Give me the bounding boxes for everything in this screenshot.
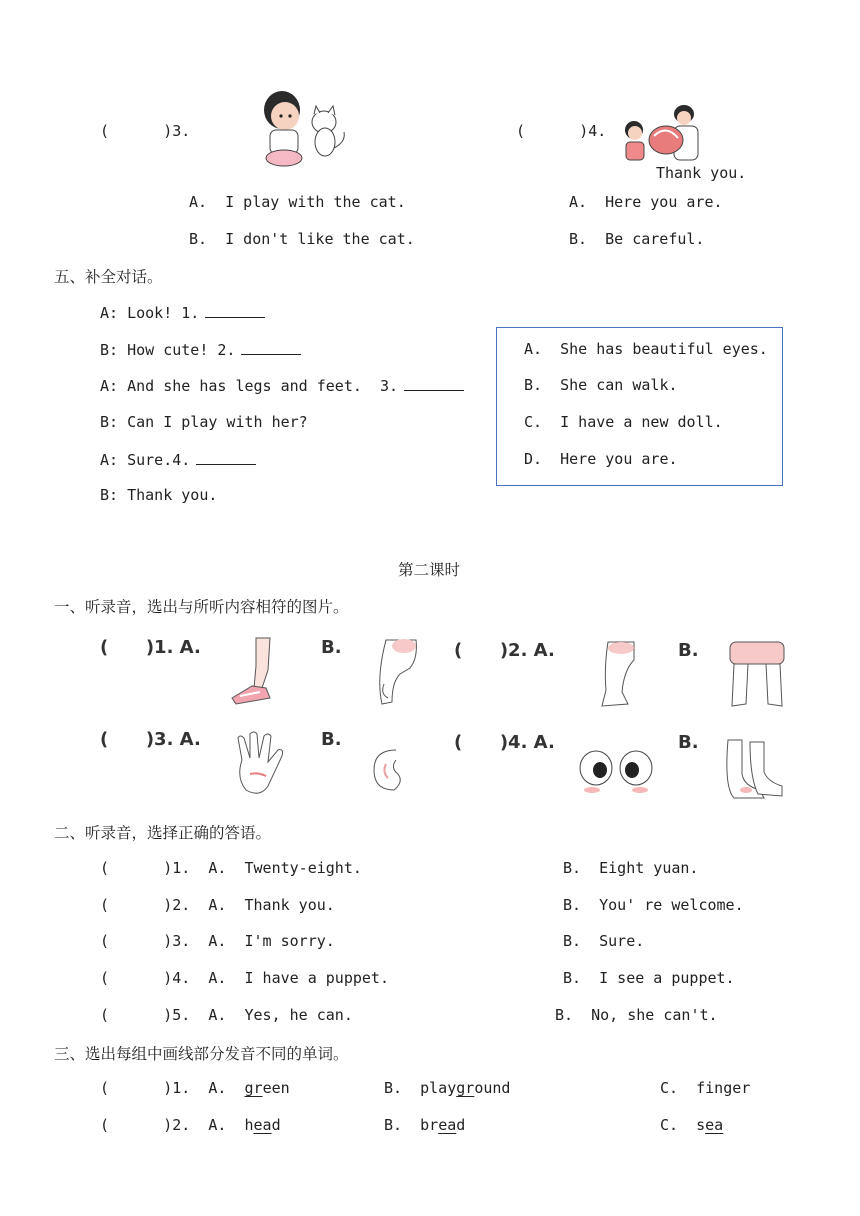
dialogue-line-2: B: How cute! 2. bbox=[100, 340, 301, 359]
s1-q1-label: ( )1. A. bbox=[100, 637, 201, 658]
option-a: A. She has beautiful eyes. bbox=[524, 340, 768, 358]
dialogue-line-1: A: Look! 1. bbox=[100, 303, 265, 322]
children-with-ball-image bbox=[616, 104, 712, 162]
s1-q3-label: ( )3. A. bbox=[100, 729, 201, 750]
leg-image bbox=[594, 640, 642, 714]
s2-q5-b: B. No, she can't. bbox=[555, 1006, 718, 1024]
answer-blank-4[interactable] bbox=[196, 450, 256, 465]
s1-q2-b-label: B. bbox=[678, 640, 699, 661]
dialogue-line-5: A: Sure.4. bbox=[100, 450, 256, 469]
lesson-title: 第二课时 bbox=[398, 561, 461, 579]
q4-caption: Thank you. bbox=[656, 164, 747, 182]
s3-q2: ( )2. A. head bbox=[100, 1116, 281, 1134]
option-b: B. She can walk. bbox=[524, 376, 678, 394]
s2-q2-b: B. You' re welcome. bbox=[563, 896, 744, 914]
answer-blank-2[interactable] bbox=[241, 340, 301, 355]
s2-q2: ( )2. A. Thank you. bbox=[100, 896, 335, 914]
s3-q1-b: B. playground bbox=[384, 1079, 511, 1097]
option-c: C. I have a new doll. bbox=[524, 413, 723, 431]
s3-heading: 三、选出每组中画线部分发音不同的单词。 bbox=[54, 1045, 349, 1063]
s2-q3: ( )3. A. I'm sorry. bbox=[100, 932, 335, 950]
s1-q4-label: ( )4. A. bbox=[454, 732, 555, 753]
eyes-image bbox=[576, 746, 660, 796]
s3-q1-c: C. finger bbox=[660, 1079, 751, 1097]
s3-q2-b: B. bread bbox=[384, 1116, 466, 1134]
s2-q1-b: B. Eight yuan. bbox=[563, 859, 699, 877]
answer-blank-1[interactable] bbox=[205, 303, 265, 318]
q3-paren: ( )3. bbox=[100, 122, 191, 140]
knee-image bbox=[366, 638, 424, 712]
q4-option-b: B. Be careful. bbox=[569, 230, 705, 248]
feet-image bbox=[720, 738, 786, 802]
s2-q5: ( )5. A. Yes, he can. bbox=[100, 1006, 353, 1024]
q3-option-a: A. I play with the cat. bbox=[189, 193, 406, 211]
legs-image bbox=[722, 640, 792, 714]
s2-q3-b: B. Sure. bbox=[563, 932, 645, 950]
s2-q1: ( )1. A. Twenty-eight. bbox=[100, 859, 362, 877]
dialogue-line-3: A: And she has legs and feet. 3. bbox=[100, 376, 464, 395]
hand-image bbox=[232, 730, 294, 800]
s1-heading: 一、听录音，选出与所听内容相符的图片。 bbox=[54, 598, 349, 616]
s3-q2-c: C. sea bbox=[660, 1116, 724, 1134]
s1-q4-b-label: B. bbox=[678, 732, 699, 753]
q4-option-a: A. Here you are. bbox=[569, 193, 723, 211]
s1-q1-b-label: B. bbox=[321, 637, 342, 658]
ear-image bbox=[368, 746, 408, 794]
option-d: D. Here you are. bbox=[524, 450, 678, 468]
leg-with-shoe-image bbox=[226, 636, 292, 710]
s1-q2-label: ( )2. A. bbox=[454, 640, 555, 661]
answer-blank-3[interactable] bbox=[404, 376, 464, 391]
s2-q4-b: B. I see a puppet. bbox=[563, 969, 735, 987]
q3-option-b: B. I don't like the cat. bbox=[189, 230, 415, 248]
s1-q3-b-label: B. bbox=[321, 729, 342, 750]
dialogue-line-6: B: Thank you. bbox=[100, 486, 218, 504]
s2-q4: ( )4. A. I have a puppet. bbox=[100, 969, 389, 987]
q4-paren: ( )4. bbox=[516, 122, 607, 140]
s2-heading: 二、听录音，选择正确的答语。 bbox=[54, 824, 272, 842]
part5-heading: 五、补全对话。 bbox=[54, 268, 163, 286]
s3-q1: ( )1. A. green bbox=[100, 1079, 290, 1097]
dialogue-line-4: B: Can I play with her? bbox=[100, 413, 308, 431]
boy-with-cat-image bbox=[248, 86, 356, 172]
